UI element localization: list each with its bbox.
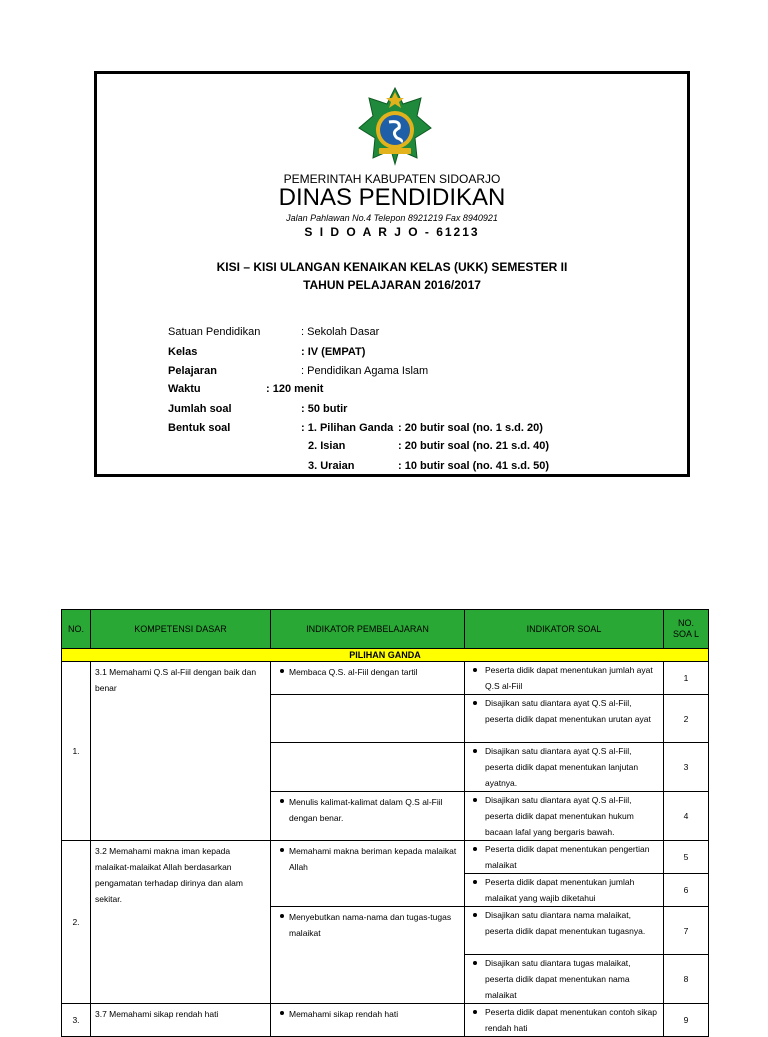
no-soal-cell: 7 bbox=[664, 907, 709, 955]
table-row bbox=[62, 662, 709, 695]
kompetensi-dasar-cell: 3.1 Memahami Q.S al-Fiil dengan baik dan benar bbox=[91, 662, 271, 841]
no-soal-cell: 4 bbox=[664, 792, 709, 841]
row-number: 2. bbox=[62, 841, 91, 1004]
row-number: 3. bbox=[62, 1004, 91, 1037]
no-soal-cell: 5 bbox=[664, 841, 709, 874]
bentuk-count-2: : 20 butir soal (no. 21 s.d. 40) bbox=[398, 440, 549, 452]
indikator-soal-text: Disajikan satu diantara ayat Q.S al-Fiil, peserta didik dapat menentukan hukum bacaan lafal yang bergaris bawah. bbox=[485, 795, 634, 837]
bullet-icon bbox=[473, 847, 477, 851]
indikator-soal-cell bbox=[465, 874, 664, 907]
table-header-row bbox=[62, 610, 709, 649]
indikator-soal-text: Peserta didik dapat menentukan contoh sikap rendah hati bbox=[485, 1007, 658, 1033]
indikator-soal-cell bbox=[465, 841, 664, 874]
indikator-pembelajaran-cell bbox=[271, 792, 465, 841]
indikator-soal-text: Peserta didik dapat menentukan jumlah ayat Q.S al-Fiil bbox=[485, 665, 653, 691]
indikator-soal-text: Disajikan satu diantara ayat Q.S al-Fiil, peserta didik dapat menentukan urutan ayat bbox=[485, 698, 651, 724]
jumlah-label: Jumlah soal bbox=[168, 403, 232, 415]
row-number: 1. bbox=[62, 662, 91, 841]
indikator-pembelajaran-text: Membaca Q.S. al-Fiil dengan tartil bbox=[289, 667, 418, 677]
kompetensi-dasar-cell: 3.2 Memahami makna iman kepada malaikat-malaikat Allah berdasarkan pengamatan terhadap dirinya dan alam sekitar. bbox=[91, 841, 271, 1004]
waktu-value: : 120 menit bbox=[266, 383, 324, 395]
bentuk-count-1: : 20 butir soal (no. 1 s.d. 20) bbox=[398, 422, 543, 434]
indikator-soal-text: Disajikan satu diantara tugas malaikat, peserta didik dapat menentukan nama malaikat bbox=[485, 958, 631, 1000]
bullet-icon bbox=[473, 668, 477, 672]
no-soal-cell: 2 bbox=[664, 695, 709, 743]
department-name: DINAS PENDIDIKAN bbox=[278, 184, 506, 211]
bullet-icon bbox=[473, 1010, 477, 1014]
header-box bbox=[94, 71, 690, 477]
bullet-icon bbox=[280, 1011, 284, 1015]
indikator-soal-text: Peserta didik dapat menentukan jumlah malaikat yang wajib diketahui bbox=[485, 877, 635, 903]
no-soal-cell: 1 bbox=[664, 662, 709, 695]
document-title: KISI – KISI ULANGAN KENAIKAN KELAS (UKK) SEMESTER II bbox=[216, 260, 568, 274]
bullet-icon bbox=[473, 701, 477, 705]
table-row bbox=[62, 841, 709, 874]
jumlah-value: : 50 butir bbox=[301, 403, 348, 415]
indikator-pembelajaran-cell bbox=[271, 1004, 465, 1037]
bullet-icon bbox=[280, 914, 284, 918]
kisi-table bbox=[61, 609, 709, 1037]
no-soal-cell: 9 bbox=[664, 1004, 709, 1037]
waktu-label: Waktu bbox=[168, 383, 201, 395]
indikator-soal-cell bbox=[465, 907, 664, 955]
indikator-pembelajaran-text: Memahami makna beriman kepada malaikat Allah bbox=[289, 846, 457, 872]
header-no-soal bbox=[664, 610, 709, 649]
indikator-pembelajaran-cell bbox=[271, 841, 465, 907]
bullet-icon bbox=[473, 749, 477, 753]
kelas-label: Kelas bbox=[168, 346, 198, 358]
header-indikator-soal: INDIKATOR SOAL bbox=[465, 610, 664, 649]
indikator-soal-text: Disajikan satu diantara ayat Q.S al-Fiil, peserta didik dapat menentukan lanjutan ayatnya. bbox=[485, 746, 639, 788]
header-no: NO. bbox=[62, 610, 91, 649]
header-indikator-pembelajaran: INDIKATOR PEMBELAJARAN bbox=[271, 610, 465, 649]
indikator-pembelajaran-cell bbox=[271, 662, 465, 695]
indikator-pembelajaran-cell-empty bbox=[271, 695, 465, 743]
indikator-soal-cell bbox=[465, 662, 664, 695]
kompetensi-dasar-cell: 3.7 Memahami sikap rendah hati bbox=[91, 1004, 271, 1037]
indikator-soal-text: Disajikan satu diantara nama malaikat, peserta didik dapat menentukan tugasnya. bbox=[485, 910, 646, 936]
no-soal-cell: 8 bbox=[664, 955, 709, 1004]
section-pilihan-ganda: PILIHAN GANDA bbox=[62, 649, 709, 662]
satuan-label: Satuan Pendidikan bbox=[168, 326, 261, 338]
indikator-pembelajaran-text: Memahami sikap rendah hati bbox=[289, 1009, 399, 1019]
address: Jalan Pahlawan No.4 Telepon 8921219 Fax 8940921 bbox=[286, 213, 498, 223]
bullet-icon bbox=[280, 669, 284, 673]
indikator-soal-cell bbox=[465, 695, 664, 743]
header-no-soal-text: NO. SOA L bbox=[672, 618, 699, 639]
indikator-pembelajaran-cell-empty bbox=[271, 743, 465, 792]
bullet-icon bbox=[473, 961, 477, 965]
indikator-pembelajaran-text: Menulis kalimat-kalimat dalam Q.S al-Fiil dengan benar. bbox=[289, 797, 443, 823]
table-row bbox=[62, 1004, 709, 1037]
indikator-soal-text: Peserta didik dapat menentukan pengertian malaikat bbox=[485, 844, 650, 870]
bentuk-type-3: 3. Uraian bbox=[308, 460, 355, 472]
pelajaran-label: Pelajaran bbox=[168, 365, 217, 377]
pelajaran-value: : Pendidikan Agama Islam bbox=[301, 365, 429, 377]
bullet-icon bbox=[473, 913, 477, 917]
bullet-icon bbox=[280, 799, 284, 803]
section-row bbox=[62, 649, 709, 662]
sidoarjo-emblem-icon bbox=[357, 86, 433, 166]
bullet-icon bbox=[280, 848, 284, 852]
indikator-soal-cell bbox=[465, 792, 664, 841]
city-postcode: S I D O A R J O - 61213 bbox=[304, 225, 480, 239]
indikator-pembelajaran-text: Menyebutkan nama-nama dan tugas-tugas malaikat bbox=[289, 912, 452, 938]
no-soal-cell: 6 bbox=[664, 874, 709, 907]
bentuk-count-3: : 10 butir soal (no. 41 s.d. 50) bbox=[398, 460, 549, 472]
bullet-icon bbox=[473, 880, 477, 884]
academic-year: TAHUN PELAJARAN 2016/2017 bbox=[303, 278, 481, 292]
indikator-soal-cell bbox=[465, 955, 664, 1004]
indikator-soal-cell bbox=[465, 1004, 664, 1037]
bentuk-label: Bentuk soal bbox=[168, 422, 231, 434]
bentuk-type-1: : 1. Pilihan Ganda bbox=[301, 422, 394, 434]
kelas-value: : IV (EMPAT) bbox=[301, 346, 366, 358]
no-soal-cell: 3 bbox=[664, 743, 709, 792]
government-name: PEMERINTAH KABUPATEN SIDOARJO bbox=[283, 172, 501, 186]
header-kompetensi-dasar: KOMPETENSI DASAR bbox=[91, 610, 271, 649]
bentuk-type-2: 2. Isian bbox=[308, 440, 346, 452]
indikator-soal-cell bbox=[465, 743, 664, 792]
bullet-icon bbox=[473, 798, 477, 802]
indikator-pembelajaran-cell bbox=[271, 907, 465, 1004]
satuan-value: : Sekolah Dasar bbox=[301, 326, 380, 338]
